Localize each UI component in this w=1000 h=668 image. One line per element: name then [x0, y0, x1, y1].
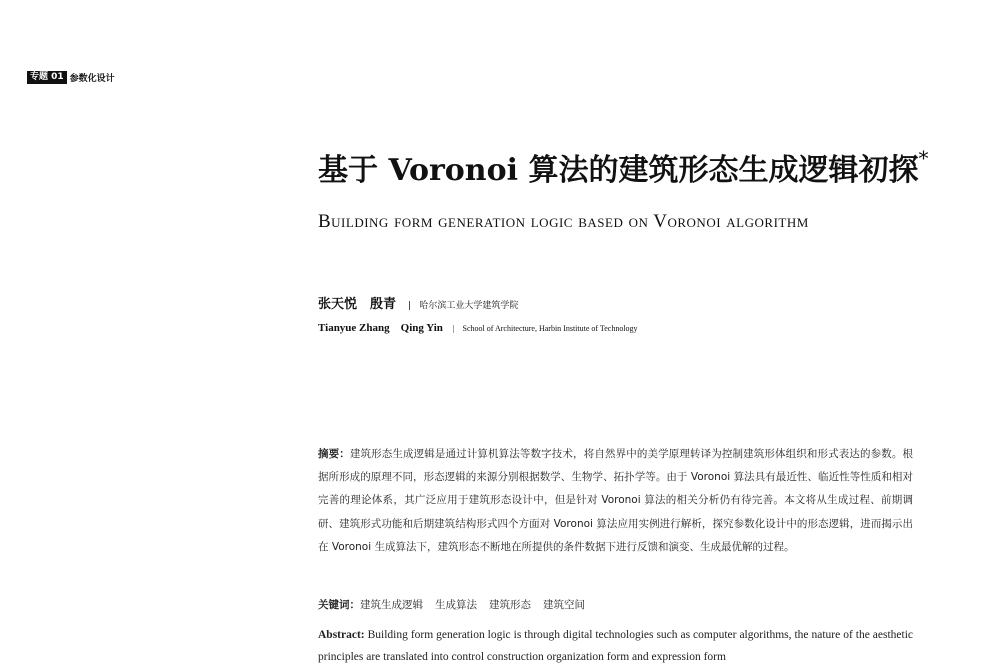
keyword-item: 建筑生成逻辑: [360, 599, 423, 611]
abstract-en: [318, 624, 913, 668]
paper-title-cn-text: 基于 Voronoi 算法的建筑形态生成逻辑初探: [318, 153, 919, 188]
keyword-item: 生成算法: [435, 599, 477, 611]
section-name: 参数化设计: [69, 74, 115, 84]
author-separator-en: |: [452, 324, 455, 333]
keyword-item: 建筑形态: [489, 599, 531, 611]
affiliation-en: School of Architecture, Harbin Institute of Technology: [462, 324, 638, 333]
journal-header: [27, 71, 115, 84]
abstract-en-label: Abstract:: [318, 629, 365, 641]
affiliation-cn: 哈尔滨工业大学建筑学院: [419, 301, 519, 311]
keywords-cn-label: 关键词：: [318, 599, 360, 611]
author-names-en: Tianyue Zhang Qing Yin: [318, 322, 443, 334]
authors-en: [318, 318, 638, 336]
paper-title-en: Building form generation logic based on Voronoi algorithm: [318, 211, 809, 232]
abstract-cn-label: 摘要：: [318, 448, 350, 460]
section-tag-badge: 专题 01: [27, 71, 67, 84]
keyword-item: 建筑空间: [543, 599, 585, 611]
abstract-cn: [318, 443, 913, 559]
abstract-en-text: Building form generation logic is through digital technologies such as computer algorithms, the nature of the aesthetic principles are translated into control construction organization form and expression form: [318, 629, 914, 663]
authors-cn: [318, 293, 518, 312]
author-separator-cn: |: [408, 301, 412, 311]
keywords-cn: [318, 597, 597, 612]
abstract-cn-text: 建筑形态生成逻辑是通过计算机算法等数字技术，将自然界中的美学原理转译为控制建筑形体组织和形式表达的参数。根据所形成的原理不同，形态逻辑的来源分别根据数学、生物学、拓扑学等。由于 Voronoi 算法具有最近性、临近性等性质和相对完善的理论体系，其广泛应用于建筑形态设计中，但是针对 Voronoi 算法的相关分析仍有待完善。本文将从生成过程、前期调研、建筑形式功能和后期建筑结构形式四个方面对 Voronoi 算法应用实例进行解析，探究参数化设计中的形态逻辑，进而揭示出在 Voronoi 生成算法下，建筑形态不断地在所提供的条件数据下进行反馈和演变、生成最优解的过程。: [318, 448, 914, 553]
author-names-cn: 张天悦 殷青: [318, 297, 397, 312]
title-footnote-star: *: [918, 146, 929, 170]
paper-title-cn: [318, 145, 928, 189]
